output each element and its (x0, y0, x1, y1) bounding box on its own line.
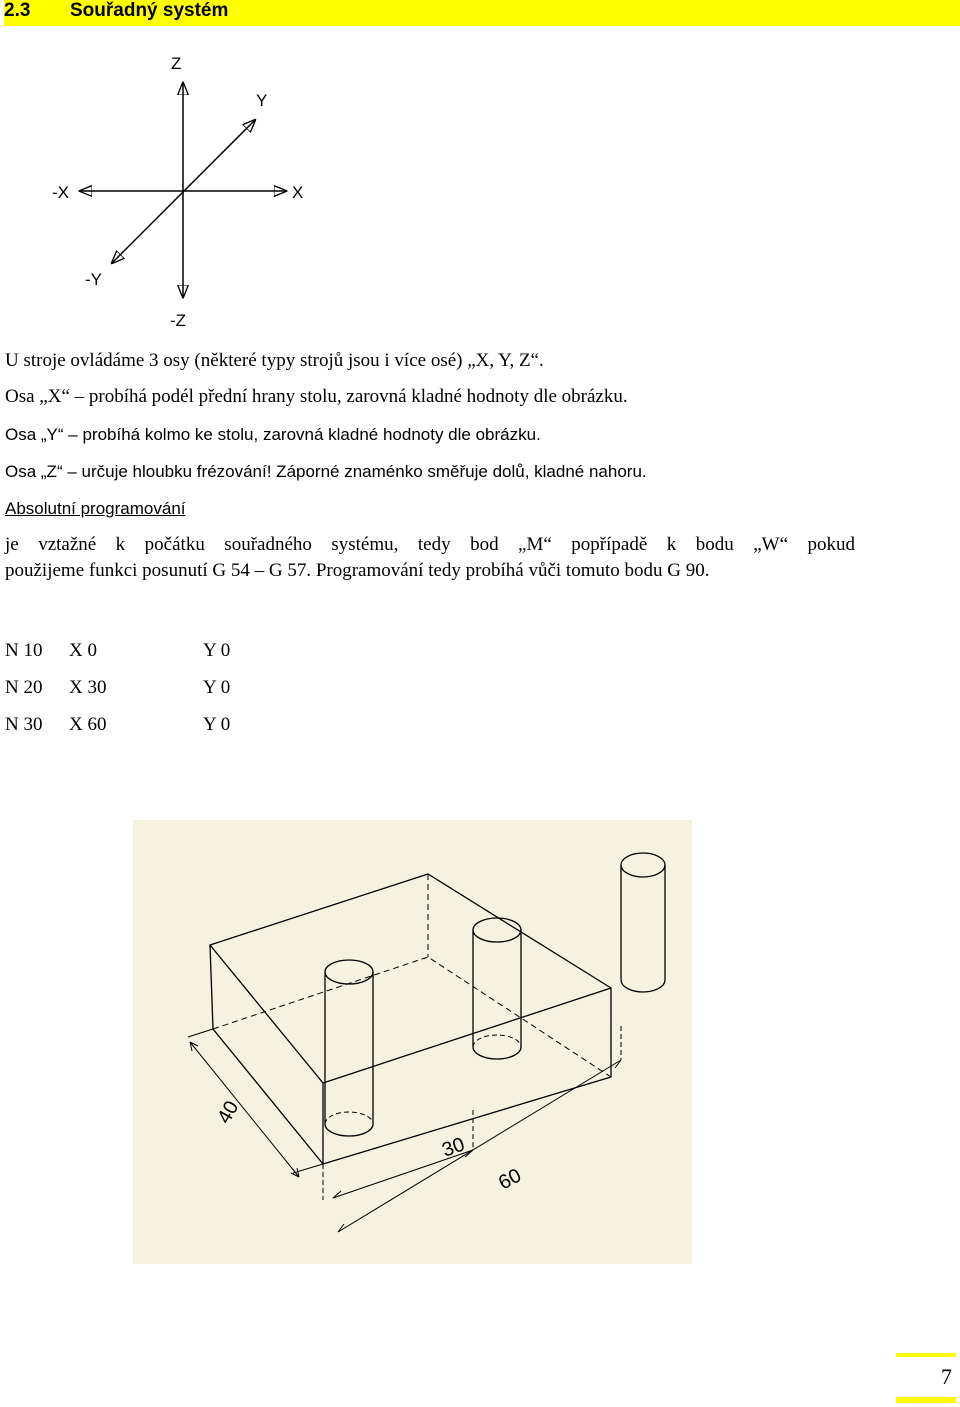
y-coordinate: Y 0 (203, 713, 231, 735)
x-coordinate: X 0 (69, 639, 97, 661)
dimension-lines (188, 1026, 621, 1232)
page-number: 7 (896, 1353, 956, 1403)
pin-cylinder-2 (473, 918, 521, 1059)
paragraph-y-axis: Osa „Y“ – probíhá kolmo ke stolu, zarovná kladné hodnoty dle obrázku. (5, 425, 541, 444)
paragraph-x-axis: Osa „X“ – probíhá podél přední hrany stolu, zarovná kladné hodnoty dle obrázku. (5, 386, 628, 407)
dimension-30: 30 (439, 1133, 468, 1162)
y-coordinate: Y 0 (203, 676, 231, 698)
dimension-60: 60 (495, 1164, 525, 1195)
coordinate-axes-diagram (50, 45, 320, 335)
pin-cylinder-3 (621, 853, 665, 992)
label-x: X (292, 183, 304, 202)
label-neg-x: -X (52, 183, 69, 202)
program-row (5, 669, 230, 706)
section-title: Souřadný systém (70, 0, 229, 21)
workpiece-drawing (133, 820, 692, 1264)
label-y: Y (256, 91, 268, 110)
paragraph-z-axis: Osa „Z“ – určuje hloubku frézování! Záporné znaménko směřuje dolů, kladné nahoru. (5, 462, 647, 481)
x-coordinate: X 30 (69, 676, 107, 698)
dimension-40: 40 (213, 1097, 244, 1128)
label-neg-z: -Z (170, 311, 187, 330)
pin-cylinder-1 (325, 960, 373, 1136)
label-neg-y: -Y (85, 270, 102, 289)
program-table (5, 632, 230, 743)
program-row (5, 632, 230, 669)
description-line-1: je vztažné k počátku souřadného systému, tedy bod „M“ popřípadě k bodu „W“ pokud (5, 534, 855, 555)
x-coordinate: X 60 (69, 713, 107, 735)
box-hidden-edges (213, 874, 611, 1077)
description-paragraph (5, 532, 855, 584)
y-coordinate: Y 0 (203, 639, 231, 661)
program-row (5, 706, 230, 743)
label-z: Z (171, 54, 182, 73)
subheading-absolute-programming: Absolutní programování (5, 499, 186, 518)
box-outline (210, 874, 611, 1164)
paragraph-intro: U stroje ovládáme 3 osy (některé typy strojů jsou i více osé) „X, Y, Z“. (5, 350, 544, 371)
section-heading (4, 0, 960, 26)
section-number: 2.3 (4, 0, 31, 21)
description-line-2: použijeme funkci posunutí G 54 – G 57. Programování tedy probíhá vůči tomuto bodu G 90. (5, 560, 710, 581)
block-number: N 10 (5, 639, 43, 661)
block-number: N 30 (5, 713, 43, 735)
block-number: N 20 (5, 676, 43, 698)
